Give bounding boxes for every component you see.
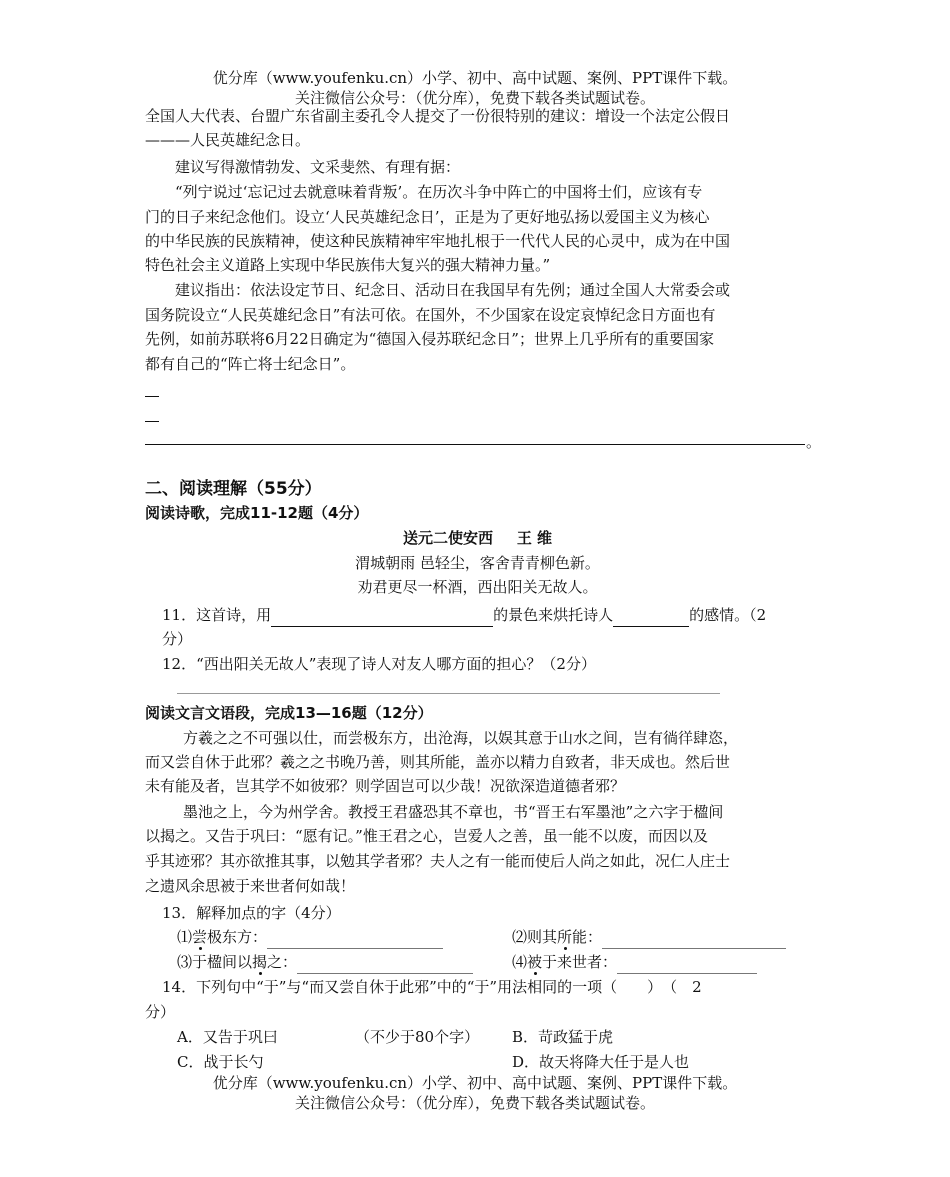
word-count-note: （不少于80个字） [355, 1028, 480, 1046]
header-line-2: 关注微信公众号：（优分库），免费下载各类试题试卷。 [294, 89, 655, 107]
q11-text-b: 的景色来烘托诗人 [493, 606, 614, 624]
poem-line: 劝君更尽一杯酒，西出阳关无故人。 [357, 578, 598, 596]
poem-title-line [145, 526, 810, 550]
classical-line: 方羲之之不可强以仕，而尝极东方，出沧海，以娱其意于山水之间，岂有徜徉肆恣， [183, 729, 739, 747]
poem-author: 王 维 [516, 529, 553, 547]
question-11 [145, 603, 810, 627]
option-a[interactable]: A．又告于巩曰 [177, 1028, 278, 1046]
q11-blank-1[interactable] [271, 610, 493, 627]
classical-line: 乎其迹邪？其亦欲推其事，以勉其学者邪？夫人之有一能而使后人尚之如此，况仁人庄士 [145, 852, 731, 870]
passage-line: ———人民英雄纪念日。 [145, 131, 311, 149]
question-13: 13．解释加点的字（4分） [162, 904, 341, 922]
passage-line: 都有自己的“阵亡将士纪念日”。 [145, 355, 356, 373]
q13-1-suffix: 极东方： [207, 928, 268, 946]
q11-blank-2[interactable] [613, 610, 689, 627]
dotted-char: 尝 [192, 928, 208, 946]
q13-item-2 [512, 925, 812, 949]
classical-line: 以揭之。又告于巩曰：“愿有记。”惟王君之心，岂爱人之善，虽一能不以废，而因以及 [145, 827, 708, 845]
poem-title: 送元二使安西 [402, 529, 493, 547]
q13-item-3 [177, 950, 507, 974]
passage-line: 门的日子来纪念他们。设立‘人民英雄纪念日’，正是为了更好地弘扬以爱国主义为核心 [145, 208, 710, 226]
q13-3-blank[interactable] [297, 959, 473, 974]
q13-4-prefix: ⑷ [512, 953, 528, 971]
q13-2-blank[interactable] [602, 934, 786, 949]
classical-line: 而又尝自休于此邪？羲之之书晚乃善，则其所能，盖亦以精力自致者，非天成也。然后世 [145, 753, 731, 771]
poetry-heading: 阅读诗歌，完成11-12题（4分） [145, 504, 369, 522]
question-12: 12．“西出阳关无故人”表现了诗人对友人哪方面的担心？（2分） [162, 655, 596, 673]
q13-4-suffix: 于来世者： [542, 953, 618, 971]
dotted-char: 被 [527, 953, 543, 971]
q12-answer-line[interactable] [177, 693, 720, 694]
answer-line[interactable] [145, 421, 159, 422]
q11-text-a: 11．这首诗，用 [162, 606, 272, 624]
classical-line: 未有能及者，岂其学不如彼邪？则学固岂可以少哉！况欲深造道德者邪？ [145, 777, 626, 795]
q13-1-prefix: ⑴ [177, 928, 193, 946]
answer-line[interactable] [145, 444, 805, 445]
passage-line: 国务院设立“人民英雄纪念日”有法可依。在国外，不少国家在设定哀悼纪念日方面也有 [145, 306, 716, 324]
q11-text-c: 的感情。（2 [689, 606, 767, 624]
option-d[interactable]: D．故天将降大任于是人也 [512, 1053, 690, 1071]
passage-line: 建议指出：依法设定节日、纪念日、活动日在我国早有先例；通过全国人大常委会或 [175, 281, 731, 299]
classical-heading: 阅读文言文语段，完成13—16题（12分） [145, 704, 433, 722]
section-title: 二、阅读理解（55分） [145, 479, 322, 499]
q13-2-prefix: ⑵则其 [512, 928, 558, 946]
classical-line: 墨池之上，今为州学舍。教授王君盛恐其不章也，书“晋王右军墨池”之六字于楹间 [183, 803, 724, 821]
q13-item-1 [177, 925, 477, 949]
question-14-end: 分） [145, 1003, 176, 1021]
answer-line[interactable] [145, 396, 159, 397]
dotted-char: 所 [557, 928, 573, 946]
end-mark: 。 [806, 433, 822, 451]
passage-line: 先例，如前苏联将6月22日确定为“德国入侵苏联纪念日”；世界上几乎所有的重要国家 [145, 330, 714, 348]
footer-line-2: 关注微信公众号：（优分库），免费下载各类试题试卷。 [294, 1094, 655, 1112]
q11-text-d: 分） [162, 630, 193, 648]
q13-4-blank[interactable] [617, 959, 757, 974]
passage-line: 特色社会主义道路上实现中华民族伟大复兴的强大精神力量。” [145, 256, 551, 274]
passage-line: 的中华民族的民族精神，使这种民族精神牢牢地扎根于一代代人民的心灵中，成为在中国 [145, 232, 731, 250]
option-b[interactable]: B．苛政猛于虎 [512, 1028, 614, 1046]
q13-1-blank[interactable] [267, 934, 443, 949]
q13-3-prefix: ⑶于楹间以 [177, 953, 253, 971]
option-c[interactable]: C．战于长勺 [177, 1053, 264, 1071]
passage-line: 全国人大代表、台盟广东省副主委孔令人提交了一份很特别的建议：增设一个法定公假日 [145, 107, 731, 125]
footer-line-1: 优分库（www.youfenku.cn）小学、初中、高中试题、案例、PPT课件下载。 [212, 1074, 738, 1092]
q13-item-4 [512, 950, 812, 974]
header-line-1: 优分库（www.youfenku.cn）小学、初中、高中试题、案例、PPT课件下载。 [212, 69, 738, 87]
classical-line: 之遗风余思被于来世者何如哉！ [145, 877, 356, 895]
poem-line: 渭城朝雨 邑轻尘，客舍青青柳色新。 [355, 554, 600, 572]
passage-line: 建议写得激情勃发、文采斐然、有理有据： [175, 158, 461, 176]
passage-line: “列宁说过‘忘记过去就意味着背叛’。在历次斗争中阵亡的中国将士们，应该有专 [175, 183, 703, 201]
dotted-char: 揭 [252, 953, 268, 971]
q13-3-suffix: 之： [267, 953, 298, 971]
q13-2-suffix: 能： [572, 928, 603, 946]
question-14: 14．下列句中“于”与“而又尝自休于此邪”中的“于”用法相同的一项（ ） （ 2 [162, 978, 702, 996]
